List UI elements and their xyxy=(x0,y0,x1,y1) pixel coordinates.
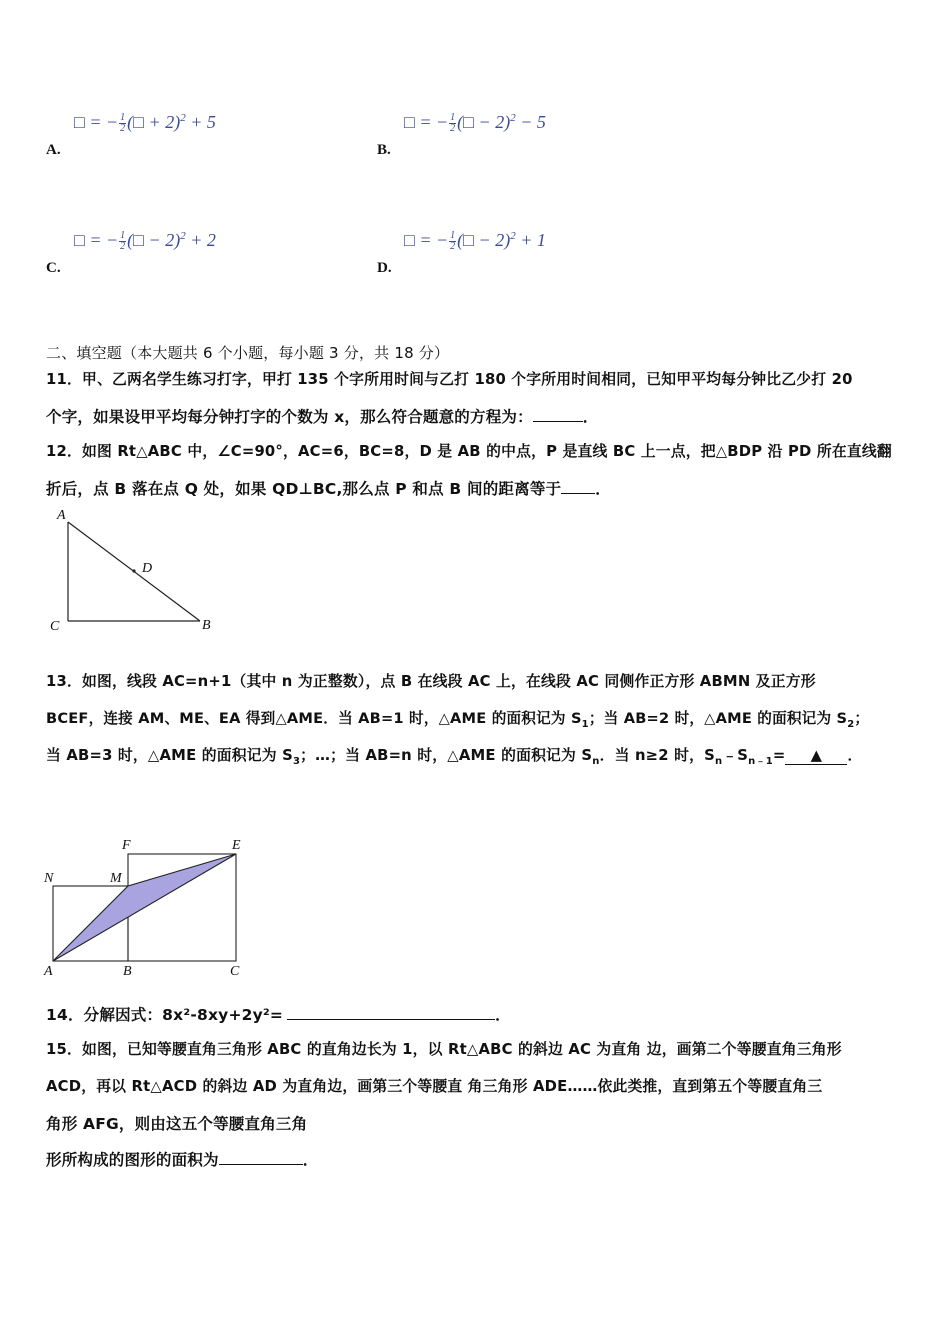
q13-line1: 13．如图，线段 AC=n+1（其中 n 为正整数），点 B 在线段 AC 上，在线段 AC 同侧作正方形 ABMN 及正方形 xyxy=(46,673,816,690)
point-d xyxy=(132,569,135,572)
q13-squares-figure xyxy=(40,832,250,980)
q12-answer-blank[interactable] xyxy=(561,493,595,494)
label-m: M xyxy=(110,871,122,886)
label-c2: C xyxy=(230,964,240,979)
q13-line3: 当 AB=3 时，△AME 的面积记为 $S_3$；…；当 AB=n 时，△AME 的面积记为 $S_n$．当 n≥2 时，$S_n﹣S_{n﹣1}=$ ▲ ． xyxy=(46,747,863,767)
option-b-formula: □ = − $\frac{1}{2}$ (□ − 2)$^2$ − 5 xyxy=(404,112,546,135)
q11-answer-blank[interactable] xyxy=(533,421,583,422)
label-e: E xyxy=(232,838,241,853)
label-d: D xyxy=(142,561,153,576)
option-a-formula: □ = − $\frac{1}{2}$ (□ + 2)$^2$ + 5 xyxy=(74,112,216,135)
option-a-label: A. xyxy=(46,142,61,158)
q15-line1: 15．如图，已知等腰直角三角形 ABC 的直角边长为 1，以 Rt△ABC 的斜边 AC 为直角 边，画第二个等腰直角三角形 xyxy=(46,1041,842,1058)
label-f: F xyxy=(122,838,131,853)
q14-answer-blank[interactable] xyxy=(287,1019,495,1020)
triangle-ame xyxy=(53,854,236,961)
q14-line: 14．分解因式：8x²-8xy+2y²= ． xyxy=(46,1006,511,1024)
q12-triangle-figure xyxy=(40,500,230,640)
q12-line1: 12．如图 Rt△ABC 中，∠C=90°，AC=6，BC=8，D 是 AB 的中点，P 是直线 BC 上一点，把△BDP 沿 PD 所在直线翻 xyxy=(46,443,892,460)
label-a2: A xyxy=(44,964,53,979)
label-n: N xyxy=(44,871,54,886)
q15-line2: ACD，再以 Rt△ACD 的斜边 AD 为直角边，画第三个等腰直 角三角形 ADE……依此类推，直到第五个等腰直角三 xyxy=(46,1078,823,1095)
option-c-label: C. xyxy=(46,260,61,276)
q15-answer-blank[interactable] xyxy=(219,1164,303,1165)
option-c-formula: □ = − $\frac{1}{2}$ (□ − 2)$^2$ + 2 xyxy=(74,230,216,253)
q12-line2: 折后，点 B 落在点 Q 处，如果 QD⊥BC,那么点 P 和点 B 间的距离等于 ． xyxy=(46,480,611,498)
triangle-marker: ▲ xyxy=(810,747,823,764)
label-a: A xyxy=(57,508,66,523)
q15-line3: 角形 AFG，则由这五个等腰直角三角 xyxy=(46,1115,308,1133)
option-d-formula: □ = − $\frac{1}{2}$ (□ − 2)$^2$ + 1 xyxy=(404,230,546,253)
label-b: B xyxy=(202,618,211,633)
option-d-label: D. xyxy=(377,260,392,276)
q11-line1: 11．甲、乙两名学生练习打字，甲打 135 个字所用时间与乙打 180 个字所用时间相同，已知甲平均每分钟比乙少打 20 xyxy=(46,371,853,388)
section-title: 二、填空题（本大题共 6 个小题，每小题 3 分，共 18 分） xyxy=(46,344,450,362)
label-c: C xyxy=(50,619,60,634)
label-b2: B xyxy=(123,964,132,979)
q13-answer-blank[interactable] xyxy=(785,747,847,765)
q11-line2: 个字，如果设甲平均每分钟打字的个数为 x，那么符合题意的方程为： ． xyxy=(46,408,599,426)
q15-line4: 形所构成的图形的面积为 ． xyxy=(46,1151,319,1169)
q13-line2: BCEF，连接 AM、ME、EA 得到△AME．当 AB=1 时，△AME 的面积记为 $S_1$；当 AB=2 时，△AME 的面积记为 $S_2$； xyxy=(46,710,870,730)
option-b-label: B. xyxy=(377,142,391,158)
